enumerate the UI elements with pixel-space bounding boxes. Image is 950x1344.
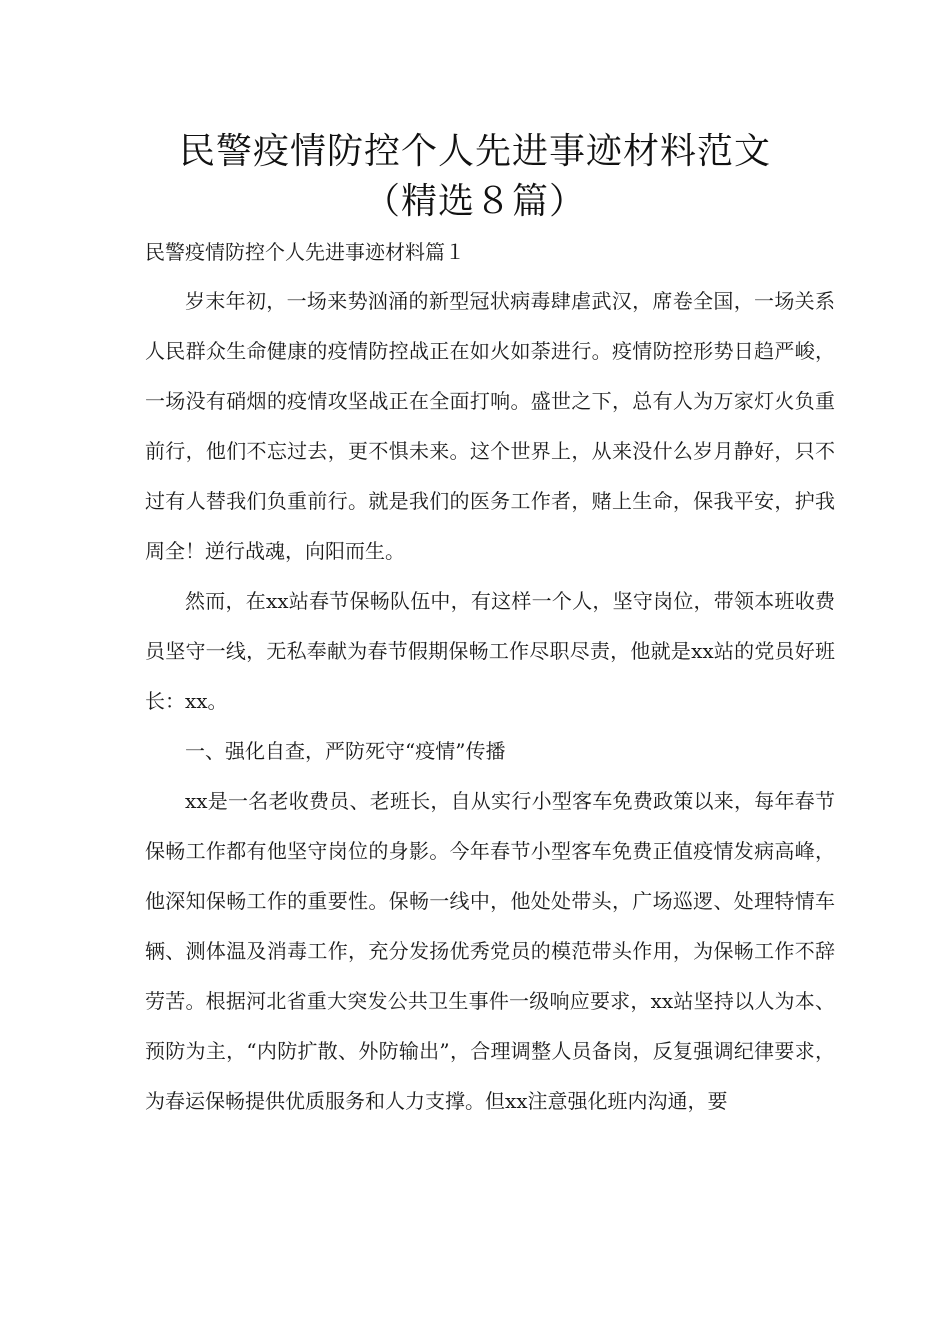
article-body (145, 276, 835, 1126)
article-subheading: 民警疫情防控个人先进事迹材料篇１ (145, 240, 465, 264)
paragraph-section-body: xx是一名老收费员、老班长，自从实行小型客车免费政策以来，每年春节保畅工作都有他坚守岗位的身影。今年春节小型客车免费正值疫情发病高峰，他深知保畅工作的重要性。保畅一线中，他处处带头，广场巡逻、处理特情车辆、测体温及消毒工作，充分发扬优秀党员的模范带头作用，为保畅工作不辞劳苦。根据河北省重大突发公共卫生事件一级响应要求，xx站坚持以人为本、预防为主，“内防扩散、外防输出”，合理调整人员备岗，反复强调纪律要求，为春运保畅提供优质服务和人力支撑。但xx注意强化班内沟通，要 (145, 789, 835, 1113)
document-title-line2: （精选８篇） (363, 181, 586, 222)
paragraph-introduction-person: 然而，在xx站春节保畅队伍中，有这样一个人，坚守岗位，带领本班收费员坚守一线，无私奉献为春节假期保畅工作尽职尽责，他就是xx站的党员好班长：xx。 (145, 589, 835, 713)
paragraph-intro: 岁末年初，一场来势汹涌的新型冠状病毒肆虐武汉，席卷全国，一场关系人民群众生命健康的疫情防控战正在如火如荼进行。疫情防控形势日趋严峻，一场没有硝烟的疫情攻坚战正在全面打响。盛世之下，总有人为万家灯火负重前行，他们不忘过去，更不惧未来。这个世界上，从来没什么岁月静好，只不过有人替我们负重前行。就是我们的医务工作者，赌上生命，保我平安，护我周全！逆行战魂，向阳而生。 (145, 289, 835, 563)
document-title-line1: 民警疫情防控个人先进事迹材料范文 (178, 131, 771, 172)
section-heading: 一、强化自查，严防死守“疫情”传播 (185, 739, 506, 763)
